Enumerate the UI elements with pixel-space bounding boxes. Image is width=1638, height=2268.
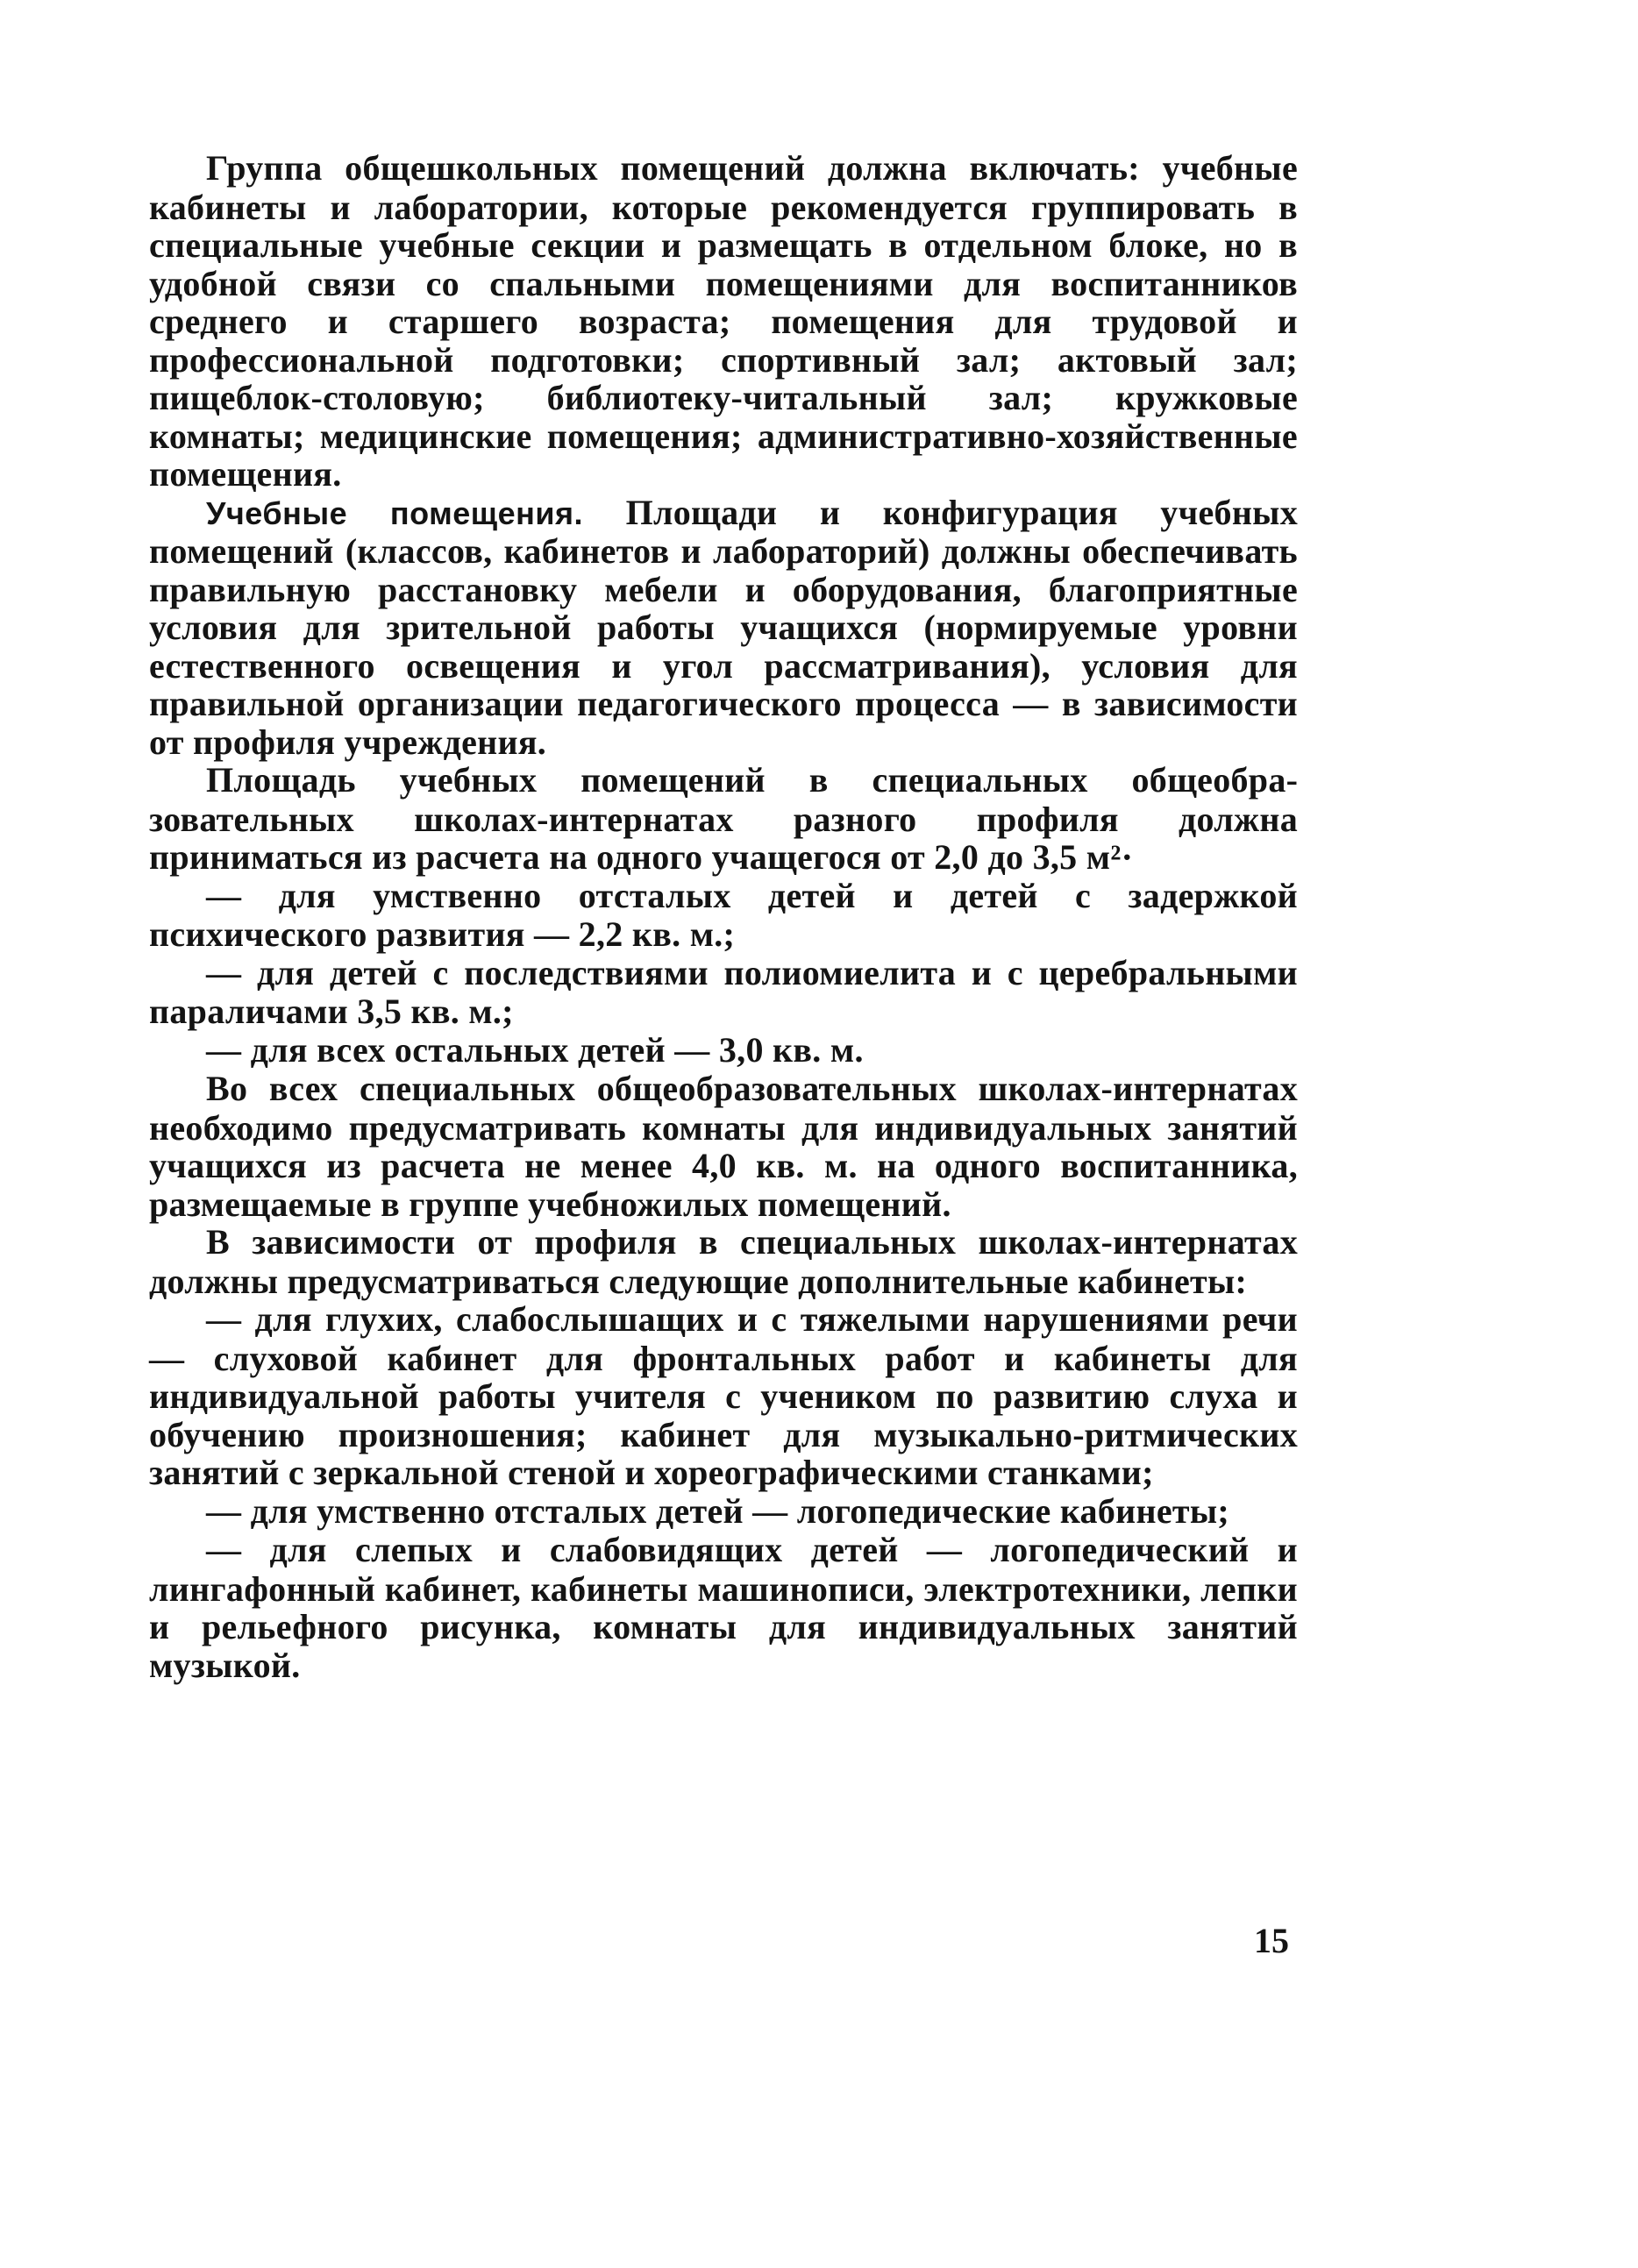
paragraph-1: [149, 149, 1298, 494]
paragraph-text: — для глухих, слабослышащих и с тяжелыми нарушениями речи — слуховой кабинет для фронтальных работ и кабинеты для индивидуальной работы учителя с учеником по развитию слуха и обучению произношения; кабинет для музыкально-ритмических занятий с зеркальной стеной и хореографическими станками;: [149, 1299, 1298, 1492]
paragraph-7: [149, 1070, 1298, 1223]
paragraph-3: [149, 761, 1298, 877]
page-body: [149, 149, 1298, 1684]
paragraph-text: — для всех остальных детей — 3,0 кв. м.: [206, 1029, 864, 1070]
paragraph-11: [149, 1531, 1298, 1684]
paragraph-5: [149, 954, 1298, 1031]
paragraph-text: Площадь учебных помещений в специальных общеобразовательных школах-интернатах разного профиля должна приниматься из расчета на одного учащегося от 2,0 до 3,5 м²·: [149, 760, 1298, 877]
paragraph-6: [149, 1031, 1298, 1070]
paragraph-text: — для умственно отсталых детей — логопедические кабинеты;: [206, 1490, 1230, 1531]
paragraph-4: [149, 877, 1298, 954]
paragraph-9: [149, 1300, 1298, 1492]
paragraph-text: Площади и конфигурация учебных помещений (классов, кабинетов и лабораторий) должны обеспечивать правильную расстановку мебели и оборудования, благоприятные условия для зрительной работы учащихся (нормируемые уровни естественного освещения и угол рассматривания), условия для правильной организации педагогического процесса — в зависимости от профиля учреждения.: [149, 492, 1298, 762]
paragraph-runin-heading: Учебные помещения.: [206, 494, 584, 531]
paragraph-text: — для умственно отсталых детей и детей с задержкой психического развития — 2,2 кв. м.;: [149, 875, 1298, 954]
paragraph-text: В зависимости от профиля в специальных школах-интернатах должны предусматриваться следующие дополнительные кабинеты:: [149, 1222, 1298, 1301]
paragraph-text: Во всех специальных общеобразовательных школах-интернатах необходимо предусматривать комнаты для индивидуальных занятий учащихся из расчета не менее 4,0 кв. м. на одного воспитанника, размещаемые в группе учебножилых помещений.: [149, 1069, 1298, 1224]
paragraph-text: — для слепых и слабовидящих детей — логопедический и лингафонный кабинет, кабинеты машинописи, электротехники, лепки и рельефного рисунка, комнаты для индивидуальных занятий музыкой.: [149, 1530, 1298, 1685]
paragraph-text: Группа общешкольных помещений должна включать: учебные кабинеты и лаборатории, которые рекомендуется группировать в специальные учебные секции и размещать в отдельном блоке, но в удобной связи со спальными помещениями для воспитанников среднего и старшего возраста; помещения для трудовой и профессиональной подготовки; спортивный зал; актовый зал; пищеблок-столовую; библиотеку-читальный зал; кружковые комнаты; медицинские помещения; административно-хозяйственные помещения.: [149, 148, 1298, 494]
paragraph-text: — для детей с последствиями полиомиелита и с церебральными параличами 3,5 кв. м.;: [149, 952, 1298, 1031]
paragraph-10: [149, 1492, 1298, 1532]
paragraph-2: [149, 494, 1298, 762]
paragraph-8: [149, 1223, 1298, 1300]
page-number: 15: [1254, 1921, 1289, 1960]
